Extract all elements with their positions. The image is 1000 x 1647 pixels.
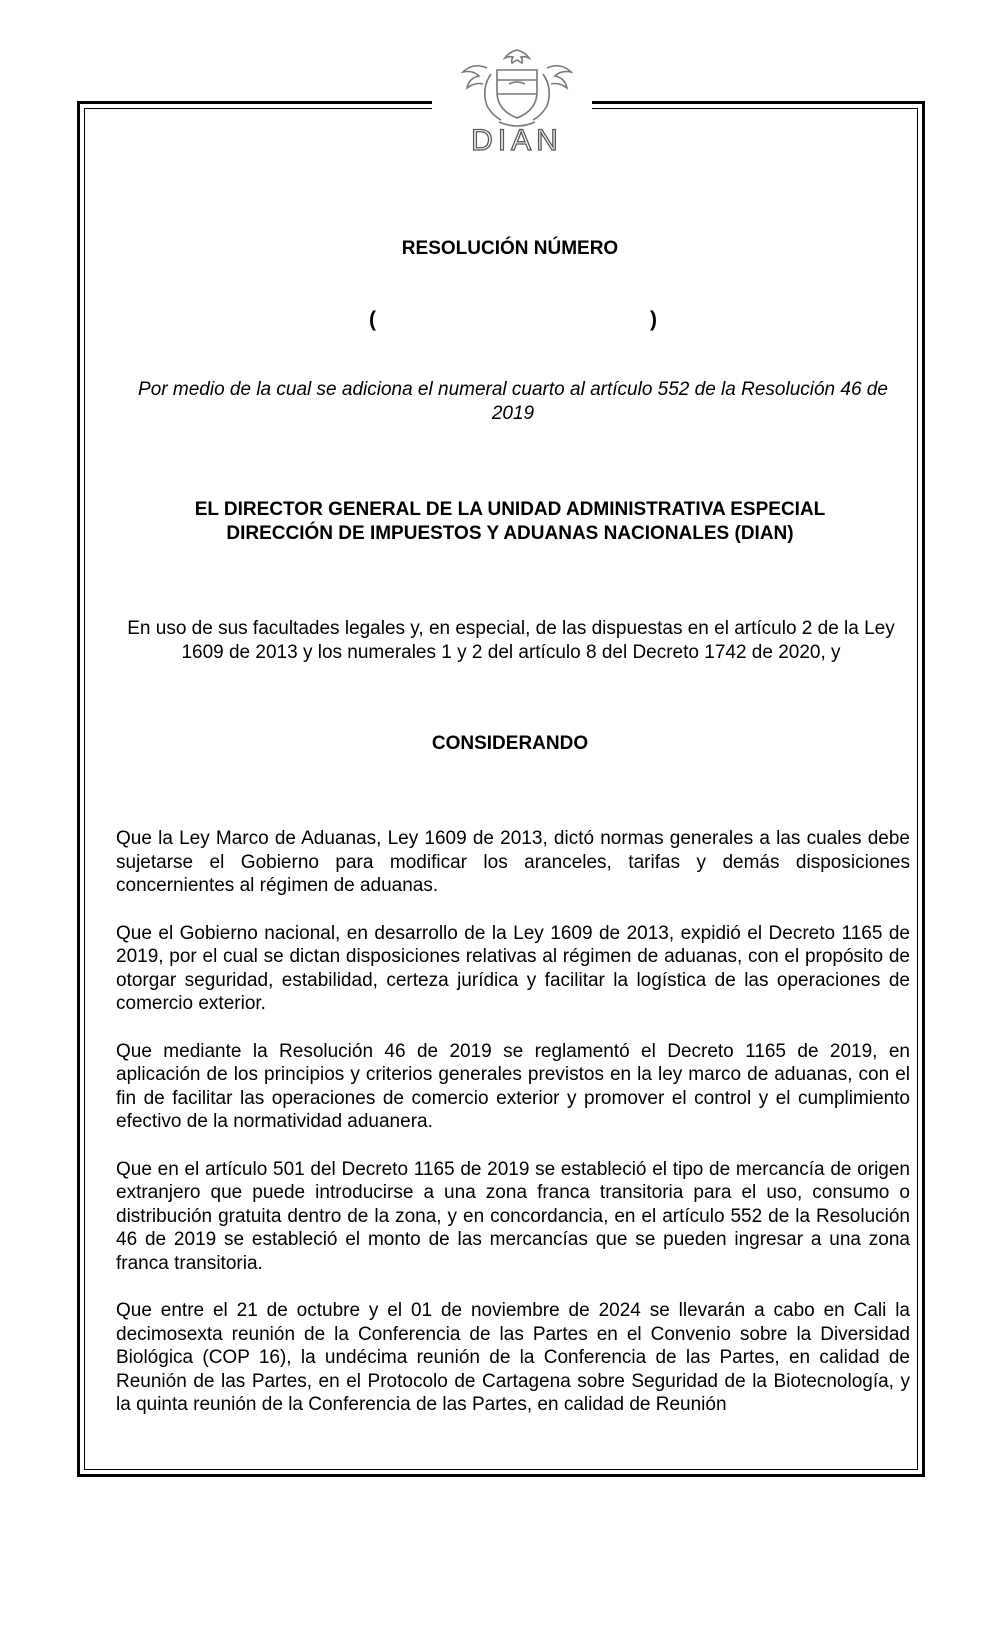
paragraph: Que el Gobierno nacional, en desarrollo de la Ley 1609 de 2013, expidió el Decreto 1165 de 2019, por el cual se dictan disposiciones relativas al régimen de aduanas, con el propósito de otorgar seguridad, estabilidad, certeza jurídica y facilitar la logística de las operaciones de comercio exterior.: [116, 922, 910, 1014]
considerando-body: [116, 827, 910, 1441]
considerando-heading: CONSIDERANDO: [431, 733, 589, 754]
paragraph: Que la Ley Marco de Aduanas, Ley 1609 de 2013, dictó normas generales a las cuales debe sujetarse el Gobierno para modificar los aranceles, tarifas y demás disposiciones concernientes al régimen de aduanas.: [116, 828, 910, 896]
resolution-number-open: (: [369, 308, 376, 331]
director-heading: [110, 498, 910, 546]
paragraph: Que en el artículo 501 del Decreto 1165 de 2019 se estableció el tipo de mercancía de origen extranjero que puede introducirse a una zona franca transitoria para el uso, consumo o distribución gratuita dentro de la zona, y en concordancia, en el artículo 552 de la Resolución 46 de 2019 se estableció el monto de las mercancías que se pueden ingresar a una zona franca transitoria.: [116, 1158, 910, 1274]
resolution-subtitle: Por medio de la cual se adiciona el numeral cuarto al artículo 552 de la Resolución 46 de 2019: [138, 379, 888, 424]
director-line-2: DIRECCIÓN DE IMPUESTOS Y ADUANAS NACIONALES (DIAN): [226, 523, 794, 544]
paragraph: Que mediante la Resolución 46 de 2019 se reglamentó el Decreto 1165 de 2019, en aplicación de los principios y criterios generales previstos en la ley marco de aduanas, con el fin de facilitar las operaciones de comercio exterior y promover el control y el cumplimiento efectivo de la normatividad aduanera.: [116, 1040, 910, 1132]
director-line-1: EL DIRECTOR GENERAL DE LA UNIDAD ADMINISTRATIVA ESPECIAL: [194, 499, 826, 520]
coat-of-arms-icon: [463, 50, 571, 126]
facultades-paragraph: En uso de sus facultades legales y, en especial, de las dispuestas en el artículo 2 de la Ley 1609 de 2013 y los numerales 1 y 2 del artículo 8 del Decreto 1742 de 2020, y: [127, 618, 895, 663]
logo-text: DIAN: [471, 124, 563, 157]
resolution-title: RESOLUCIÓN NÚMERO: [401, 238, 619, 259]
paragraph: Que entre el 21 de octubre y el 01 de noviembre de 2024 se llevarán a cabo en Cali la decimosexta reunión de la Conferencia de las Partes en el Convenio sobre la Diversidad Biológica (COP 16), la undécima reunión de la Conferencia de las Partes, en calidad de Reunión de las Partes, en el Protocolo de Cartagena sobre Seguridad de la Biotecnología, y la quinta reunión de la Conferencia de las Partes, en calidad de Reunión: [116, 1300, 910, 1415]
dian-logo: [447, 44, 587, 164]
resolution-number-close: ): [650, 308, 657, 331]
